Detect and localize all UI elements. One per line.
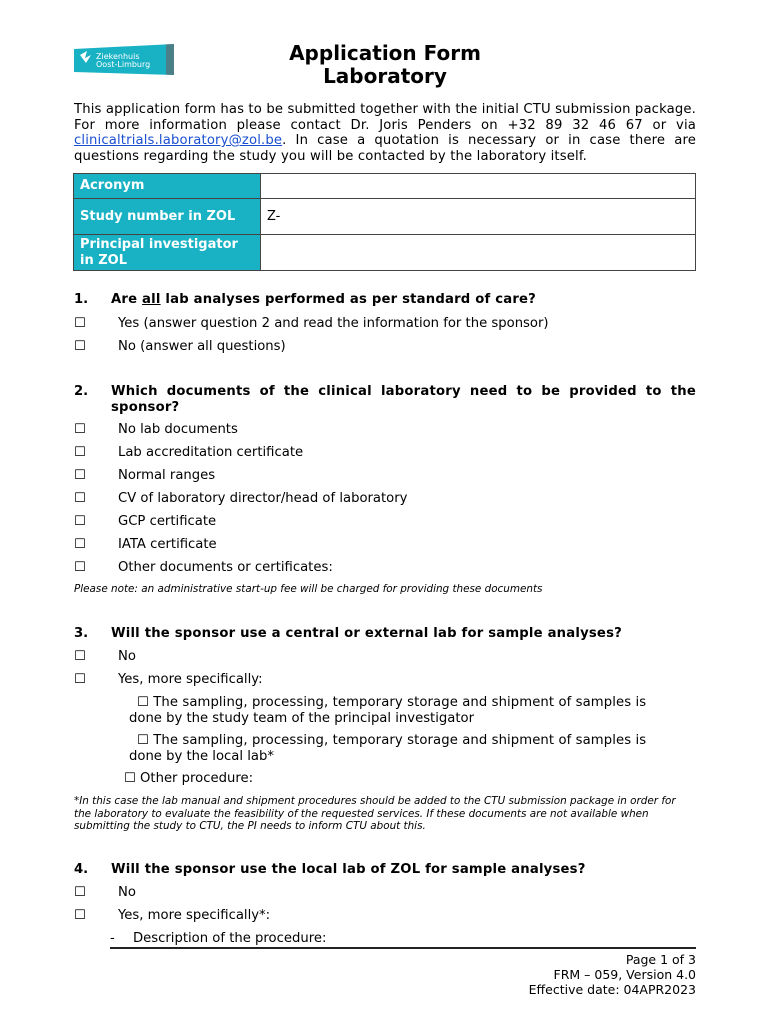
label-principal-investigator: Principal investigator in ZOL [74, 235, 261, 271]
question-2: 2. Which documents of the clinical laboratory need to be provided to the sponsor? [74, 384, 696, 415]
checkbox-icon[interactable]: ☐ [74, 491, 86, 506]
checkbox-icon[interactable]: ☐ [74, 316, 86, 331]
title-line1: Application Form [289, 41, 481, 65]
question-4: 4. Will the sponsor use the local lab of ZOL for sample analyses? [74, 862, 586, 877]
q3-sub-option-local-lab[interactable]: ☐ The sampling, processing, temporary storage and shipment of samples is done by the local lab* [129, 733, 647, 764]
email-link[interactable]: clinicaltrials.laboratory@zol.be [74, 133, 283, 148]
form-version: FRM – 059, Version 4.0 [553, 967, 696, 982]
label-study-number: Study number in ZOL [74, 199, 261, 235]
study-info-table [73, 173, 696, 271]
label-acronym: Acronym [74, 174, 261, 199]
question-number: 2. [74, 384, 89, 399]
page-footer [529, 952, 696, 997]
question-number: 3. [74, 626, 89, 641]
question-number: 4. [74, 862, 89, 877]
question-1: 1. Are all lab analyses performed as per standard of care? [74, 292, 537, 307]
page-number: Page 1 of 3 [625, 952, 696, 967]
effective-date: Effective date: 04APR2023 [528, 982, 696, 997]
checkbox-icon[interactable]: ☐ [74, 649, 86, 664]
checkbox-icon[interactable]: ☐ [74, 339, 86, 354]
title-line2: Laboratory [323, 64, 447, 88]
checkbox-icon[interactable]: ☐ [74, 514, 86, 529]
acronym-field[interactable] [261, 174, 696, 199]
checkbox-icon[interactable]: ☐ [137, 695, 149, 710]
checkbox-icon[interactable]: ☐ [74, 445, 86, 460]
checkbox-icon[interactable]: ☐ [124, 771, 136, 786]
q3-sub-option-other[interactable]: ☐ Other procedure: [124, 771, 254, 786]
page-title [0, 42, 770, 88]
checkbox-icon[interactable]: ☐ [74, 468, 86, 483]
study-number-field[interactable]: Z- [261, 199, 696, 235]
logo-line2: Oost-Limburg [96, 60, 151, 69]
footer-divider [110, 947, 696, 949]
checkbox-icon[interactable]: ☐ [74, 885, 86, 900]
checkbox-icon[interactable]: ☐ [74, 537, 86, 552]
q2-note: Please note: an administrative start-up fee will be charged for providing these documents [74, 583, 543, 595]
checkbox-icon[interactable]: ☐ [74, 560, 86, 575]
checkbox-icon[interactable]: ☐ [74, 672, 86, 687]
dash-bullet: - [110, 931, 115, 946]
q3-note: *In this case the lab manual and shipment procedures should be added to the CTU submission package in order for the laboratory to evaluate the feasibility of the requested services. If these documents are not available when submitting the study to CTU, the PI needs to inform CTU about this. [74, 795, 676, 832]
checkbox-icon[interactable]: ☐ [137, 733, 149, 748]
logo-line1: Ziekenhuis [96, 52, 140, 61]
underlined-word: all [142, 292, 161, 307]
principal-investigator-field[interactable] [261, 235, 696, 271]
checkbox-icon[interactable]: ☐ [74, 422, 86, 437]
question-number: 1. [74, 292, 89, 307]
q3-sub-option-study-team[interactable]: ☐ The sampling, processing, temporary storage and shipment of samples is done by the study team of the principal investigator [129, 695, 647, 726]
intro-text-1: This application form has to be submitted together with the initial CTU submission package. For more information please contact Dr. Joris Penders on +32 89 32 46 67 or via [74, 102, 696, 133]
checkbox-icon[interactable]: ☐ [74, 908, 86, 923]
question-3: 3. Will the sponsor use a central or external lab for sample analyses? [74, 626, 622, 641]
intro-paragraph [74, 102, 696, 164]
q4-dash-item: - Description of the procedure: [110, 931, 327, 946]
intro-text-2: . In case a quotation is necessary or in case there are questions regarding the study you will be contacted by the laboratory itself. [74, 133, 696, 164]
